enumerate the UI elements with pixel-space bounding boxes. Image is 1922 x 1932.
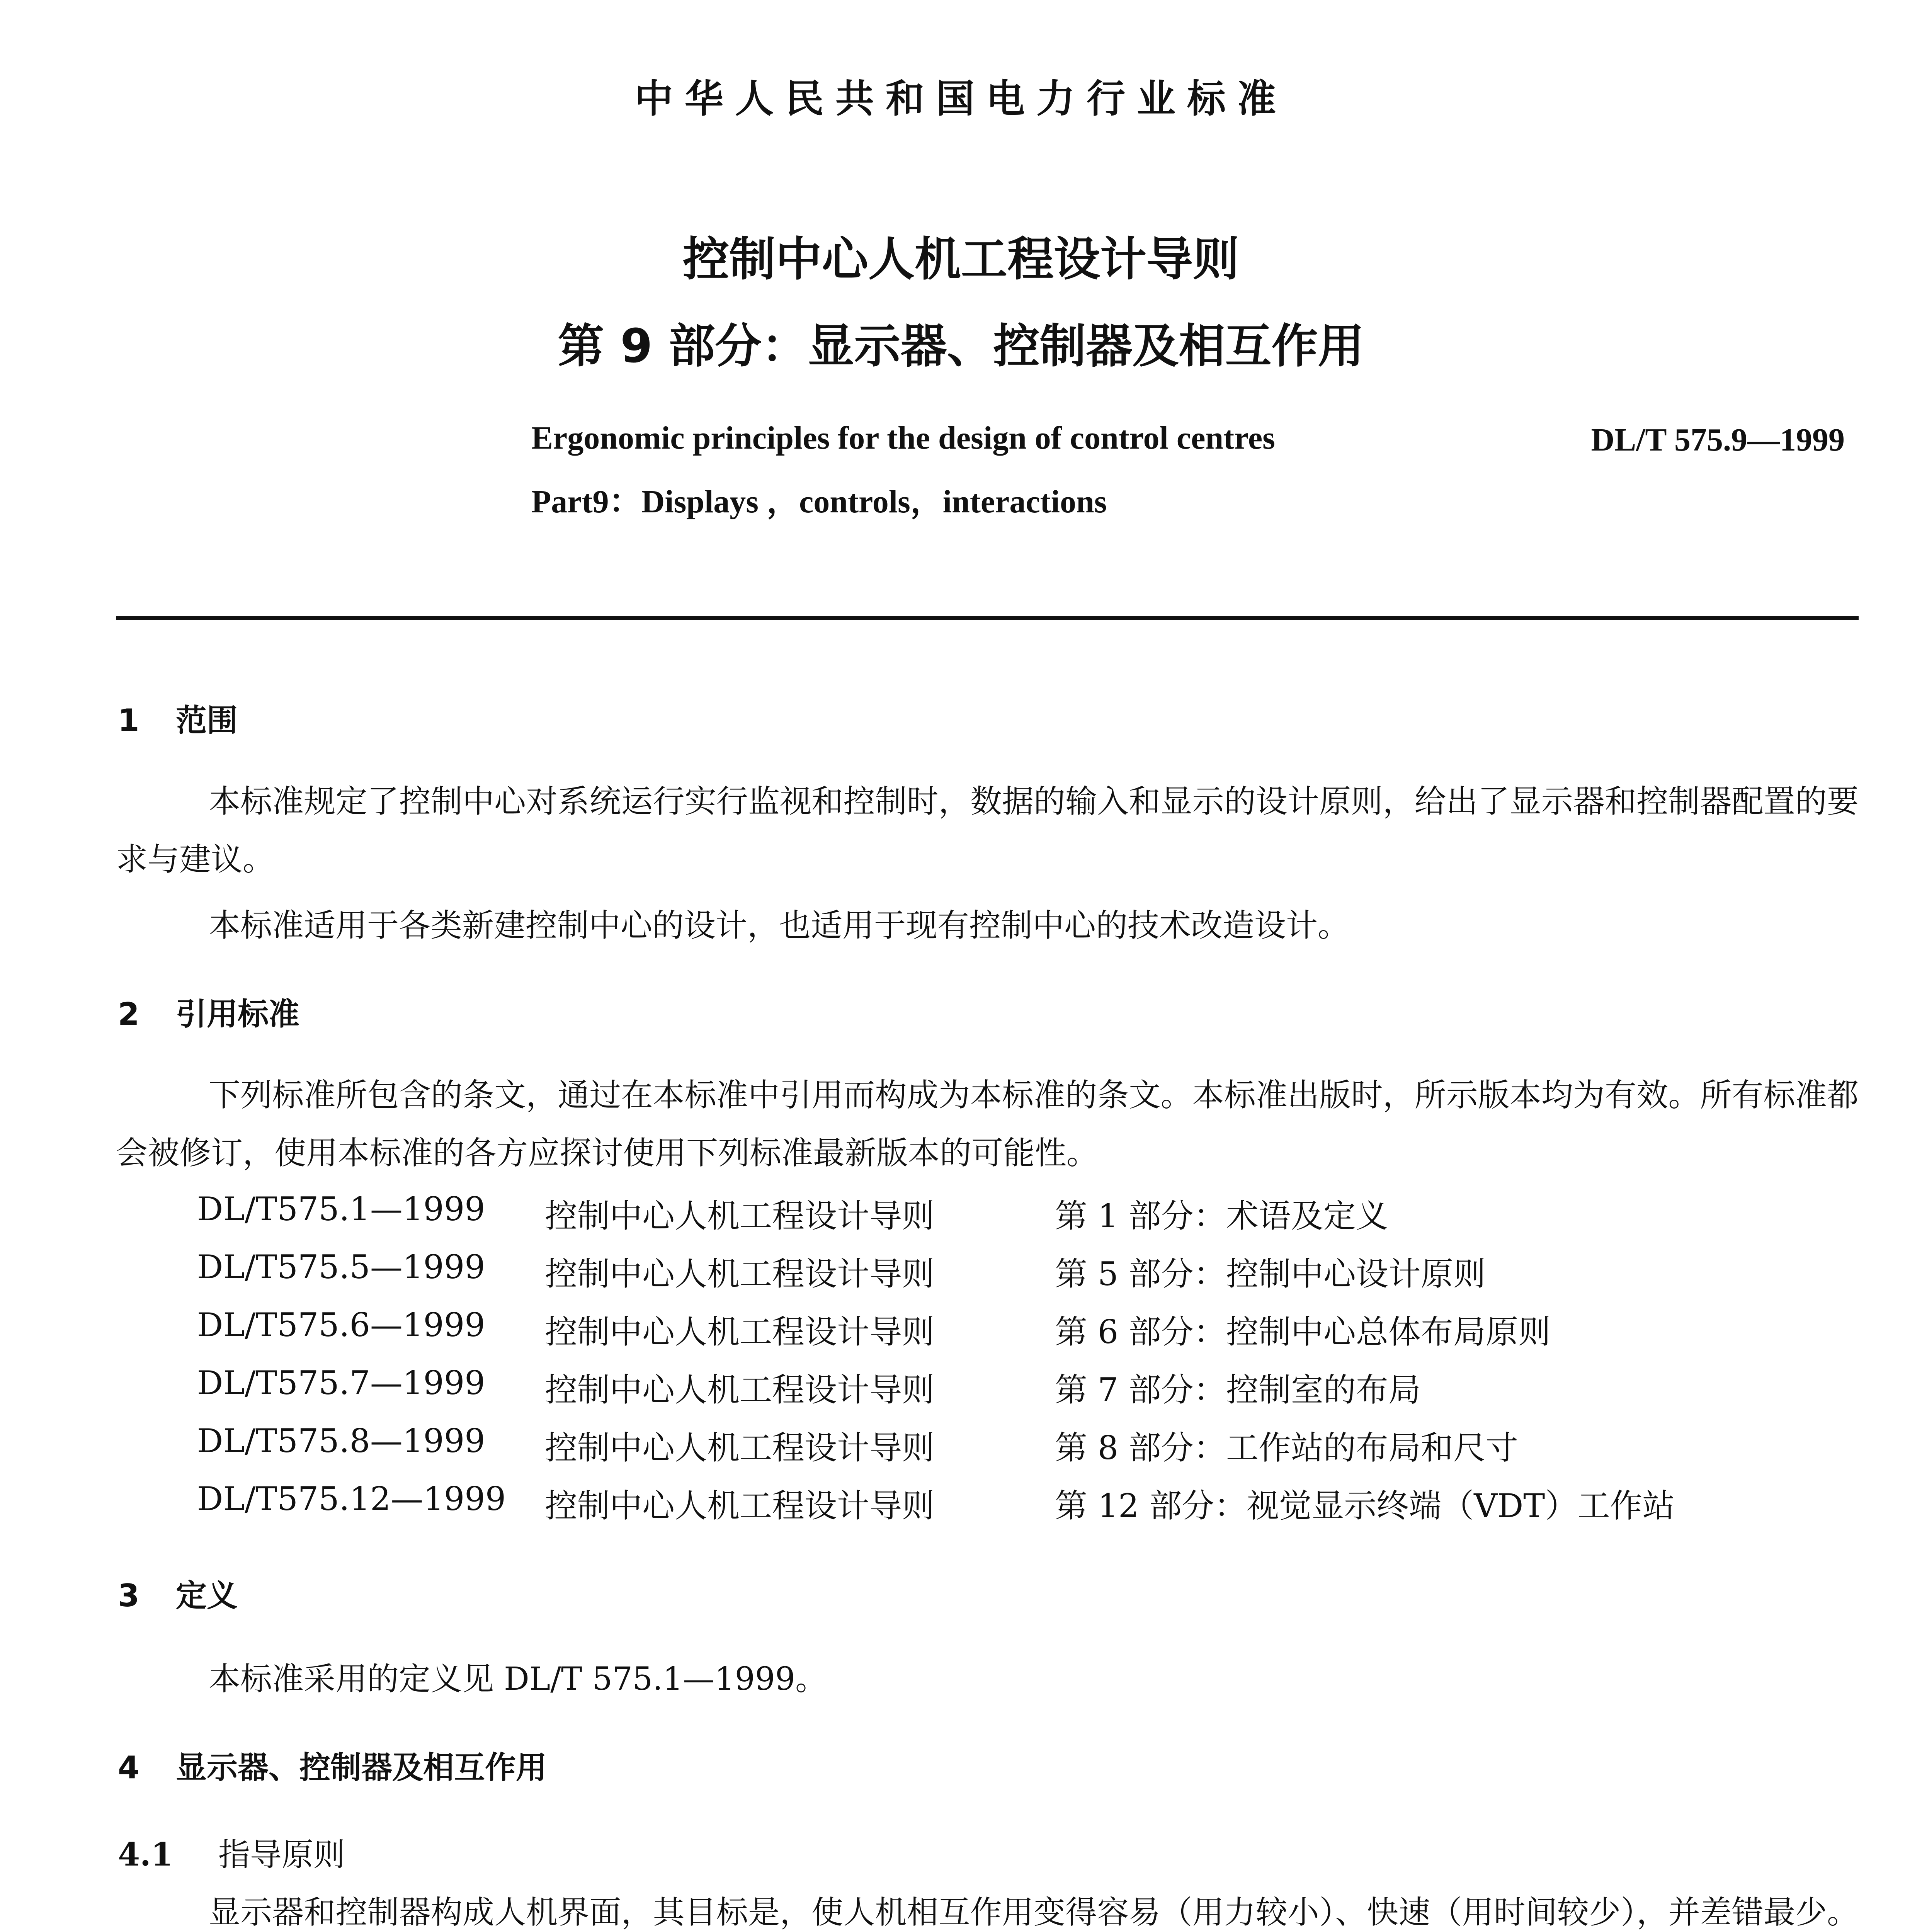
section-2-number: 2 (118, 996, 139, 1032)
reference-code: DL/T575.1—1999 (197, 1190, 485, 1228)
top-divider (116, 616, 1859, 620)
reference-part: 第 6 部分：控制中心总体布局原则 (1055, 1313, 1551, 1351)
reference-name: 控制中心人机工程设计导则 (545, 1197, 935, 1235)
section-3-heading (118, 1571, 238, 1615)
section-4-1-number: 4.1 (118, 1836, 173, 1873)
title-cn-line1: 控制中心人机工程设计导则 (683, 233, 1239, 286)
reference-part: 第 8 部分：工作站的布局和尺寸 (1055, 1429, 1518, 1467)
title-cn-line2: 第 9 部分：显示器、控制器及相互作用 (558, 320, 1364, 373)
section-4-1-para-1: 显示器和控制器构成人机界面，其目标是，使人机相互作用变得容易（用力较小）、快速（用时间较少），并差错最少。 (209, 1894, 1859, 1931)
reference-code: DL/T575.8—1999 (197, 1422, 485, 1460)
section-1-title: 范围 (176, 702, 238, 738)
section-1-para-1: 本标准规定了控制中心对系统运行实行监视和控制时，数据的输入和显示的设计原则，给出了显示器和控制器配置的要求与建议。 (116, 783, 1859, 878)
reference-part: 第 1 部分：术语及定义 (1055, 1197, 1388, 1235)
section-2-title: 引用标准 (176, 996, 299, 1032)
section-3-title: 定义 (176, 1578, 238, 1614)
section-3-number: 3 (118, 1578, 139, 1614)
section-3-para-1: 本标准采用的定义见 DL/T 575.1—1999。 (209, 1661, 827, 1697)
reference-code: DL/T575.12—1999 (197, 1480, 506, 1518)
reference-part: 第 7 部分：控制室的布局 (1055, 1371, 1421, 1409)
section-2-heading (118, 989, 299, 1034)
reference-code: DL/T575.6—1999 (197, 1306, 485, 1344)
reference-part: 第 12 部分：视觉显示终端（VDT）工作站 (1055, 1487, 1675, 1525)
reference-name: 控制中心人机工程设计导则 (545, 1313, 935, 1351)
reference-name: 控制中心人机工程设计导则 (545, 1255, 935, 1293)
reference-code: DL/T575.7—1999 (197, 1364, 485, 1402)
section-4-number: 4 (118, 1750, 139, 1786)
section-4-1-title: 指导原则 (218, 1837, 345, 1873)
section-4-1-heading (118, 1830, 345, 1875)
section-1-para-2: 本标准适用于各类新建控制中心的设计，也适用于现有控制中心的技术改造设计。 (209, 907, 1350, 944)
section-4-heading (118, 1743, 547, 1787)
title-en-line2: Part9：Displays ，controls，interactions (531, 484, 1107, 520)
standard-number: DL/T 575.9—1999 (1591, 422, 1845, 458)
reference-code: DL/T575.5—1999 (197, 1248, 485, 1286)
section-2-para-1: 下列标准所包含的条文，通过在本标准中引用而构成为本标准的条文。本标准出版时，所示版本均为有效。所有标准都会被修订，使用本标准的各方应探讨使用下列标准最新版本的可能性。 (116, 1077, 1859, 1172)
section-1-heading (118, 696, 238, 740)
section-4-title: 显示器、控制器及相互作用 (176, 1750, 547, 1786)
title-en-line1: Ergonomic principles for the design of control centres (531, 420, 1275, 456)
section-1-number: 1 (118, 702, 139, 738)
reference-part: 第 5 部分：控制中心设计原则 (1055, 1255, 1486, 1293)
reference-name: 控制中心人机工程设计导则 (545, 1429, 935, 1467)
reference-name: 控制中心人机工程设计导则 (545, 1487, 935, 1525)
org-header: 中华人民共和国电力行业标准 (634, 76, 1288, 121)
reference-name: 控制中心人机工程设计导则 (545, 1371, 935, 1409)
